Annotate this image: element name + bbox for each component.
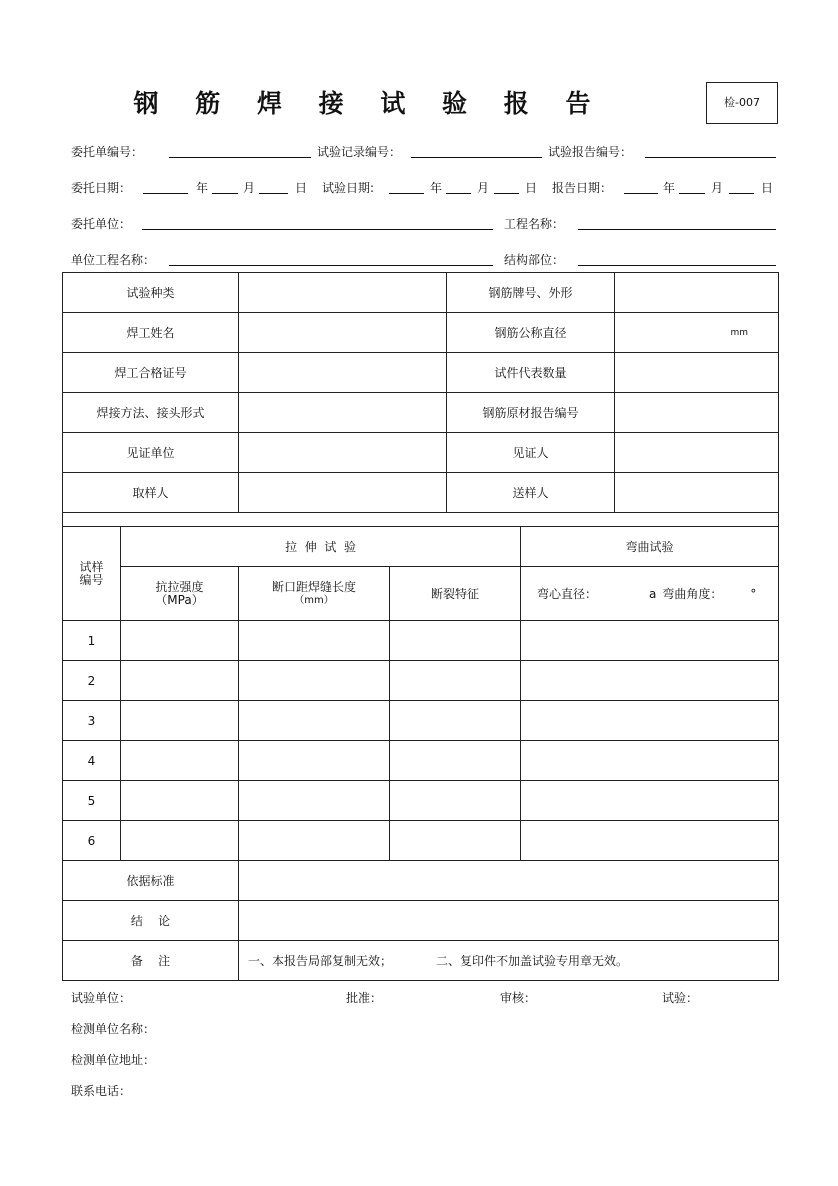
info-label: 试验种类 [63, 273, 239, 313]
table-row [63, 781, 779, 821]
bend-a-label: a [649, 587, 657, 601]
sample-no-cell: 2 [63, 661, 121, 701]
info-label: 钢筋公称直径 [447, 313, 615, 353]
info-value[interactable] [615, 473, 779, 513]
year-label: 年 [663, 181, 676, 195]
fracture-distance-cell[interactable] [239, 621, 390, 661]
info-value[interactable] [239, 353, 447, 393]
info-label: 取样人 [63, 473, 239, 513]
info-row [63, 473, 779, 513]
fracture-distance-cell[interactable] [239, 701, 390, 741]
conclusion-value[interactable] [239, 901, 779, 941]
commission-date-label: 委托日期： [71, 181, 132, 195]
table-row [63, 741, 779, 781]
sample-no-cell: 5 [63, 781, 121, 821]
sample-no-cell: 4 [63, 741, 121, 781]
info-label: 焊接方法、接头形式 [63, 393, 239, 433]
tensile-strength-header [121, 567, 239, 621]
fracture-distance-cell[interactable] [239, 781, 390, 821]
report-day-field[interactable] [729, 193, 754, 194]
tensile-strength-cell[interactable] [121, 661, 239, 701]
bend-result-cell[interactable] [521, 621, 779, 661]
info-value[interactable] [615, 433, 779, 473]
conclusion-row [63, 901, 779, 941]
fracture-feature-cell[interactable] [390, 701, 521, 741]
bend-result-cell[interactable] [521, 741, 779, 781]
info-value[interactable] [239, 473, 447, 513]
fracture-distance-unit: （mm） [294, 594, 334, 606]
info-row [63, 273, 779, 313]
fracture-distance-cell[interactable] [239, 741, 390, 781]
tensile-strength-cell[interactable] [121, 781, 239, 821]
test-month-field[interactable] [446, 193, 471, 194]
degree-symbol: ° [750, 587, 757, 601]
info-label: 见证人 [447, 433, 615, 473]
report-year-field[interactable] [624, 193, 658, 194]
record-no-label: 试验记录编号： [317, 145, 402, 159]
month-label: 月 [243, 181, 256, 195]
conclusion-label: 结 论 [63, 901, 239, 941]
year-label: 年 [430, 181, 443, 195]
fracture-feature-cell[interactable] [390, 661, 521, 701]
test-header-row [63, 527, 779, 567]
tensile-strength-cell[interactable] [121, 701, 239, 741]
record-no-field[interactable] [411, 157, 542, 158]
sample-no-cell: 6 [63, 821, 121, 861]
remark-label: 备 注 [63, 941, 239, 981]
test-unit-label: 试验单位： [71, 991, 132, 1005]
tensile-strength-cell[interactable] [121, 741, 239, 781]
sample-no-cell: 1 [63, 621, 121, 661]
sample-no-cell: 3 [63, 701, 121, 741]
fracture-distance-header [239, 567, 390, 621]
unit-project-field[interactable] [169, 265, 493, 266]
tensile-header: 拉 伸 试 验 [121, 527, 521, 567]
fracture-feature-cell[interactable] [390, 821, 521, 861]
bend-diameter-label: 弯心直径： [537, 587, 598, 601]
info-label: 钢筋牌号、外形 [447, 273, 615, 313]
commission-no-label: 委托单编号： [71, 145, 144, 159]
bend-header: 弯曲试验 [521, 527, 779, 567]
table-row [63, 661, 779, 701]
info-label: 见证单位 [63, 433, 239, 473]
review-label: 审核： [500, 991, 537, 1005]
info-label: 钢筋原材报告编号 [447, 393, 615, 433]
standard-row [63, 861, 779, 901]
day-label: 日 [761, 181, 774, 195]
tensile-strength-unit: （MPa） [155, 592, 204, 607]
test-subheader-row [63, 567, 779, 621]
info-label: 焊工合格证号 [63, 353, 239, 393]
fracture-feature-cell[interactable] [390, 781, 521, 821]
standard-label: 依据标准 [63, 861, 239, 901]
remark-value [239, 941, 779, 981]
fracture-distance-label: 断口距焊缝长度 [271, 579, 356, 594]
tensile-strength-label: 抗拉强度 [155, 579, 204, 594]
commission-day-field[interactable] [259, 193, 288, 194]
bend-result-cell[interactable] [521, 821, 779, 861]
info-label: 送样人 [447, 473, 615, 513]
report-date-label: 报告日期： [552, 181, 613, 195]
info-row [63, 313, 779, 353]
commission-year-field[interactable] [143, 193, 188, 194]
report-month-field[interactable] [679, 193, 705, 194]
phone-label: 联系电话： [71, 1084, 132, 1098]
info-value[interactable] [615, 273, 779, 313]
unit-project-label: 单位工程名称： [71, 253, 156, 267]
fracture-feature-cell[interactable] [390, 741, 521, 781]
remark-note-2: 二、复印件不加盖试验专用章无效。 [436, 954, 629, 968]
spacer-cell [63, 513, 779, 527]
client-label: 委托单位： [71, 217, 132, 231]
table-row [63, 701, 779, 741]
form-code: 检-007 [706, 82, 778, 124]
month-label: 月 [477, 181, 490, 195]
test-date-label: 试验日期: [322, 181, 375, 195]
info-row [63, 433, 779, 473]
client-field[interactable] [142, 229, 493, 230]
structure-part-field[interactable] [578, 265, 776, 266]
standard-value[interactable] [239, 861, 779, 901]
unit-mm: mm [730, 327, 748, 338]
bend-result-cell[interactable] [521, 781, 779, 821]
report-no-field[interactable] [645, 157, 776, 158]
project-name-label: 工程名称： [504, 217, 565, 231]
tensile-strength-cell[interactable] [121, 821, 239, 861]
table-row [63, 821, 779, 861]
day-label: 日 [295, 181, 308, 195]
approve-label: 批准： [346, 991, 383, 1005]
info-value[interactable] [239, 393, 447, 433]
bend-result-cell[interactable] [521, 701, 779, 741]
fracture-distance-cell[interactable] [239, 661, 390, 701]
tensile-strength-cell[interactable] [121, 621, 239, 661]
bend-angle-label: 弯曲角度： [662, 587, 723, 601]
info-value[interactable] [239, 313, 447, 353]
info-table [62, 272, 779, 527]
info-row [63, 393, 779, 433]
info-value[interactable] [239, 273, 447, 313]
spacer-row [63, 513, 779, 527]
project-name-field[interactable] [578, 229, 776, 230]
info-value[interactable] [615, 353, 779, 393]
year-label: 年 [196, 181, 209, 195]
page-title: 钢 筋 焊 接 试 验 报 告 [133, 89, 605, 118]
test-day-field[interactable] [494, 193, 519, 194]
report-no-label: 试验报告编号： [548, 145, 633, 159]
bend-result-cell[interactable] [521, 661, 779, 701]
info-value[interactable] [615, 313, 779, 353]
bend-params-header [521, 567, 779, 621]
fracture-feature-header: 断裂特征 [390, 567, 521, 621]
info-label: 试件代表数量 [447, 353, 615, 393]
sample-no-header: 试样 编号 [63, 527, 121, 621]
month-label: 月 [711, 181, 724, 195]
tester-label: 试验： [662, 991, 699, 1005]
test-year-field[interactable] [389, 193, 424, 194]
info-value[interactable] [239, 433, 447, 473]
lab-name-label: 检测单位名称： [71, 1022, 156, 1036]
info-value[interactable] [615, 393, 779, 433]
test-table [62, 526, 779, 981]
remark-row [63, 941, 779, 981]
lab-address-label: 检测单位地址： [71, 1053, 156, 1067]
info-row [63, 353, 779, 393]
remark-note-1: 一、本报告局部复制无效； [248, 954, 393, 968]
table-row [63, 621, 779, 661]
structure-part-label: 结构部位： [504, 253, 565, 267]
day-label: 日 [525, 181, 538, 195]
commission-month-field[interactable] [212, 193, 238, 194]
fracture-distance-cell[interactable] [239, 821, 390, 861]
commission-no-field[interactable] [169, 157, 311, 158]
info-label: 焊工姓名 [63, 313, 239, 353]
fracture-feature-cell[interactable] [390, 621, 521, 661]
